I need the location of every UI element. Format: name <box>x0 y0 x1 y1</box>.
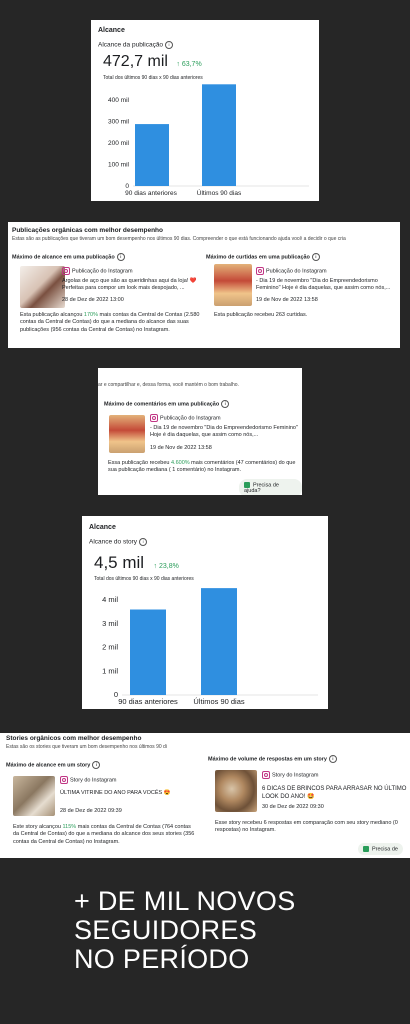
help-icon <box>244 482 250 488</box>
right-post-heading <box>206 253 320 262</box>
summary-percent: 115% <box>62 824 77 830</box>
summary-text: Esta publicação alcançou <box>20 312 84 318</box>
y-tick-label: 0 <box>113 690 118 699</box>
info-icon[interactable]: i <box>329 755 337 763</box>
comments-heading <box>104 400 229 409</box>
instagram-icon <box>60 776 68 784</box>
y-tick-label: 400 mil <box>108 97 129 104</box>
help-icon <box>363 846 369 852</box>
top-stories-title: Stories orgânicos com melhor desempenho <box>6 735 142 742</box>
reach-period: Total dos últimos 90 dias x 90 dias anteriores <box>103 75 203 81</box>
instagram-icon <box>256 267 264 275</box>
bar <box>135 124 169 186</box>
y-tick-label: 100 mil <box>108 161 129 169</box>
summary-text-end: mais comentários (47 comentários) do que sua publicação mediana ( 1 comentário) no Instagram. <box>108 460 296 474</box>
headline-line: + DE MIL NOVOS <box>74 886 296 916</box>
story-type <box>262 771 318 780</box>
heading-text: Máximo de alcance em um story <box>6 762 91 769</box>
info-icon[interactable]: i <box>92 761 100 769</box>
x-tick-label: 90 dias anteriores <box>118 697 178 706</box>
card-title: Alcance <box>89 524 116 531</box>
type-text: Publicação do Instagram <box>72 268 133 275</box>
post-reach-card <box>91 20 319 201</box>
story-summary <box>13 824 198 846</box>
right-story-heading <box>208 755 337 764</box>
story-reach-card <box>82 516 328 709</box>
top-stories-card <box>0 733 410 858</box>
summary-text-end: mais contas da Central de Contas (764 contas da Central de Contas) do que a mediana do alcance dos seus stories (356 contas da Central de Contas) no Instagram. <box>13 824 195 845</box>
top-posts-card <box>8 222 400 348</box>
y-tick-label: 3 mil <box>102 618 118 628</box>
y-tick-label: 2 mil <box>102 642 118 652</box>
info-icon[interactable]: i <box>165 41 173 49</box>
x-tick-label: 90 dias anteriores <box>125 190 177 197</box>
bar <box>201 588 237 695</box>
info-icon[interactable]: i <box>221 400 229 408</box>
post-thumbnail[interactable] <box>214 264 252 306</box>
info-icon[interactable]: i <box>139 538 147 546</box>
type-text: Publicação do Instagram <box>160 415 221 422</box>
help-label: Precisa de ajuda? <box>244 482 279 495</box>
story-caption[interactable]: ÚLTIMA VITRINE DO ANO PARA VOCÊS 😍 <box>60 790 171 796</box>
type-text: Story do Instagram <box>70 777 117 784</box>
post-summary <box>20 312 215 334</box>
post-type <box>150 414 221 423</box>
summary-text: Este story alcançou <box>13 824 63 830</box>
post-date: 19 de Nov de 2022 13:58 <box>150 445 212 451</box>
top-comments-card <box>98 368 302 495</box>
y-tick-label: 1 mil <box>102 666 118 676</box>
info-icon[interactable]: i <box>312 253 320 261</box>
top-posts-title: Publicações orgânicas com melhor desempenho <box>12 227 163 234</box>
top-stories-desc: Estas são os stories que tiveram um bom desempenho nos últimos 90 di <box>6 744 167 750</box>
reach-period: Total dos últimos 90 dias x 90 dias anteriores <box>94 576 194 582</box>
y-tick-label: 4 mil <box>102 595 118 604</box>
reach-value: 4,5 mil <box>94 553 145 572</box>
bar <box>202 84 236 186</box>
heading-text: Máximo de curtidas em uma publicação <box>206 254 310 261</box>
post-date: 28 de Dez de 2022 13:00 <box>62 297 124 303</box>
post-caption[interactable]: - Dia 19 de novembro "Dia do Empreendedorismo Feminino" Hoje é dia daquelas, que assim como nós,... <box>256 278 391 292</box>
reach-value: 472,7 mil <box>103 53 168 70</box>
help-button[interactable] <box>239 479 302 495</box>
summary-text: Essa publicação recebeu <box>108 460 171 466</box>
comments-summary <box>108 460 298 475</box>
heading-text: Máximo de comentários em uma publicação <box>104 401 220 408</box>
y-tick-label: 300 mil <box>108 118 129 126</box>
story-type <box>60 776 116 785</box>
story-reach-chart <box>82 516 328 709</box>
heading-text: Máximo de volume de respostas em um story <box>208 756 327 763</box>
story-summary: Esse story recebeu 6 respostas em comparação com seu story mediano (0 respostas) no Instagram. <box>215 820 398 834</box>
comments-intro: ar e compartilhar e, dessa forma, você mantém o bom trabalho. <box>98 382 239 388</box>
type-text: Story do Instagram <box>272 772 319 779</box>
post-thumbnail[interactable] <box>20 266 65 308</box>
left-post-heading <box>12 253 125 262</box>
summary-percent: 4.600% <box>170 460 190 466</box>
info-icon[interactable]: i <box>117 253 125 261</box>
footer-headline <box>74 887 296 974</box>
post-type <box>62 267 133 276</box>
story-thumbnail[interactable] <box>13 776 55 816</box>
card-title: Alcance <box>98 27 125 34</box>
help-button[interactable] <box>358 843 403 855</box>
reach-change: ↑ 63,7% <box>176 61 202 68</box>
bar <box>130 610 166 696</box>
post-caption[interactable]: Argolas de aço que são as queridinhas aqui da loja! ❤️ Perfeitas para compor um look mais despojado, ... <box>62 278 197 292</box>
y-tick-label: 200 mil <box>108 140 129 147</box>
summary-percent: 170% <box>83 312 98 318</box>
top-posts-desc: Estas são as publicações que tiveram um bom desempenho nos últimos 90 dias. Compreender o que está funcionando ajuda você a decidir o que cria <box>12 236 346 242</box>
post-summary: Esta publicação recebeu 263 curtidas. <box>214 312 308 318</box>
post-date: 19 de Nov de 2022 13:58 <box>256 297 318 303</box>
summary-text-end: mais contas da Central de Contas (2.580 contas da Central de Contas) do que a mediana do alcance das suas publicações (956 contas da Central de Contas) no Instagram. <box>20 312 200 333</box>
reach-change: ↑ 23,8% <box>153 563 179 570</box>
instagram-icon <box>262 771 270 779</box>
post-thumbnail[interactable] <box>109 415 145 453</box>
subtitle-text: Alcance da publicação <box>98 41 164 49</box>
y-tick-label: 0 <box>125 183 129 190</box>
heading-text: Máximo de alcance em uma publicação <box>12 254 115 261</box>
help-label: Precisa de <box>372 846 398 853</box>
instagram-icon <box>150 414 158 422</box>
post-reach-chart <box>91 20 319 201</box>
post-caption[interactable]: - Dia 19 de novembro "Dia do Empreendedorismo Feminino" Hoje é dia daquelas, que assim como nós,... <box>150 425 298 439</box>
subtitle-text: Alcance do story <box>89 538 138 546</box>
headline-line: NO PERÍODO <box>74 944 250 974</box>
x-tick-label: Últimos 90 dias <box>196 190 242 197</box>
story-thumbnail[interactable] <box>215 770 257 812</box>
left-story-heading <box>6 761 100 770</box>
story-caption[interactable]: 6 DICAS DE BRINCOS PARA ARRASAR NO ÚLTIMO LOOK DO ANO! 🤩 <box>262 786 407 801</box>
story-date: 30 de Dez de 2022 09:30 <box>262 804 324 810</box>
type-text: Publicação do Instagram <box>266 268 327 275</box>
x-tick-label: Últimos 90 dias <box>193 697 245 706</box>
post-type <box>256 267 327 276</box>
instagram-icon <box>62 267 70 275</box>
headline-line: SEGUIDORES <box>74 915 258 945</box>
story-date: 28 de Dez de 2022 09:39 <box>60 808 122 814</box>
